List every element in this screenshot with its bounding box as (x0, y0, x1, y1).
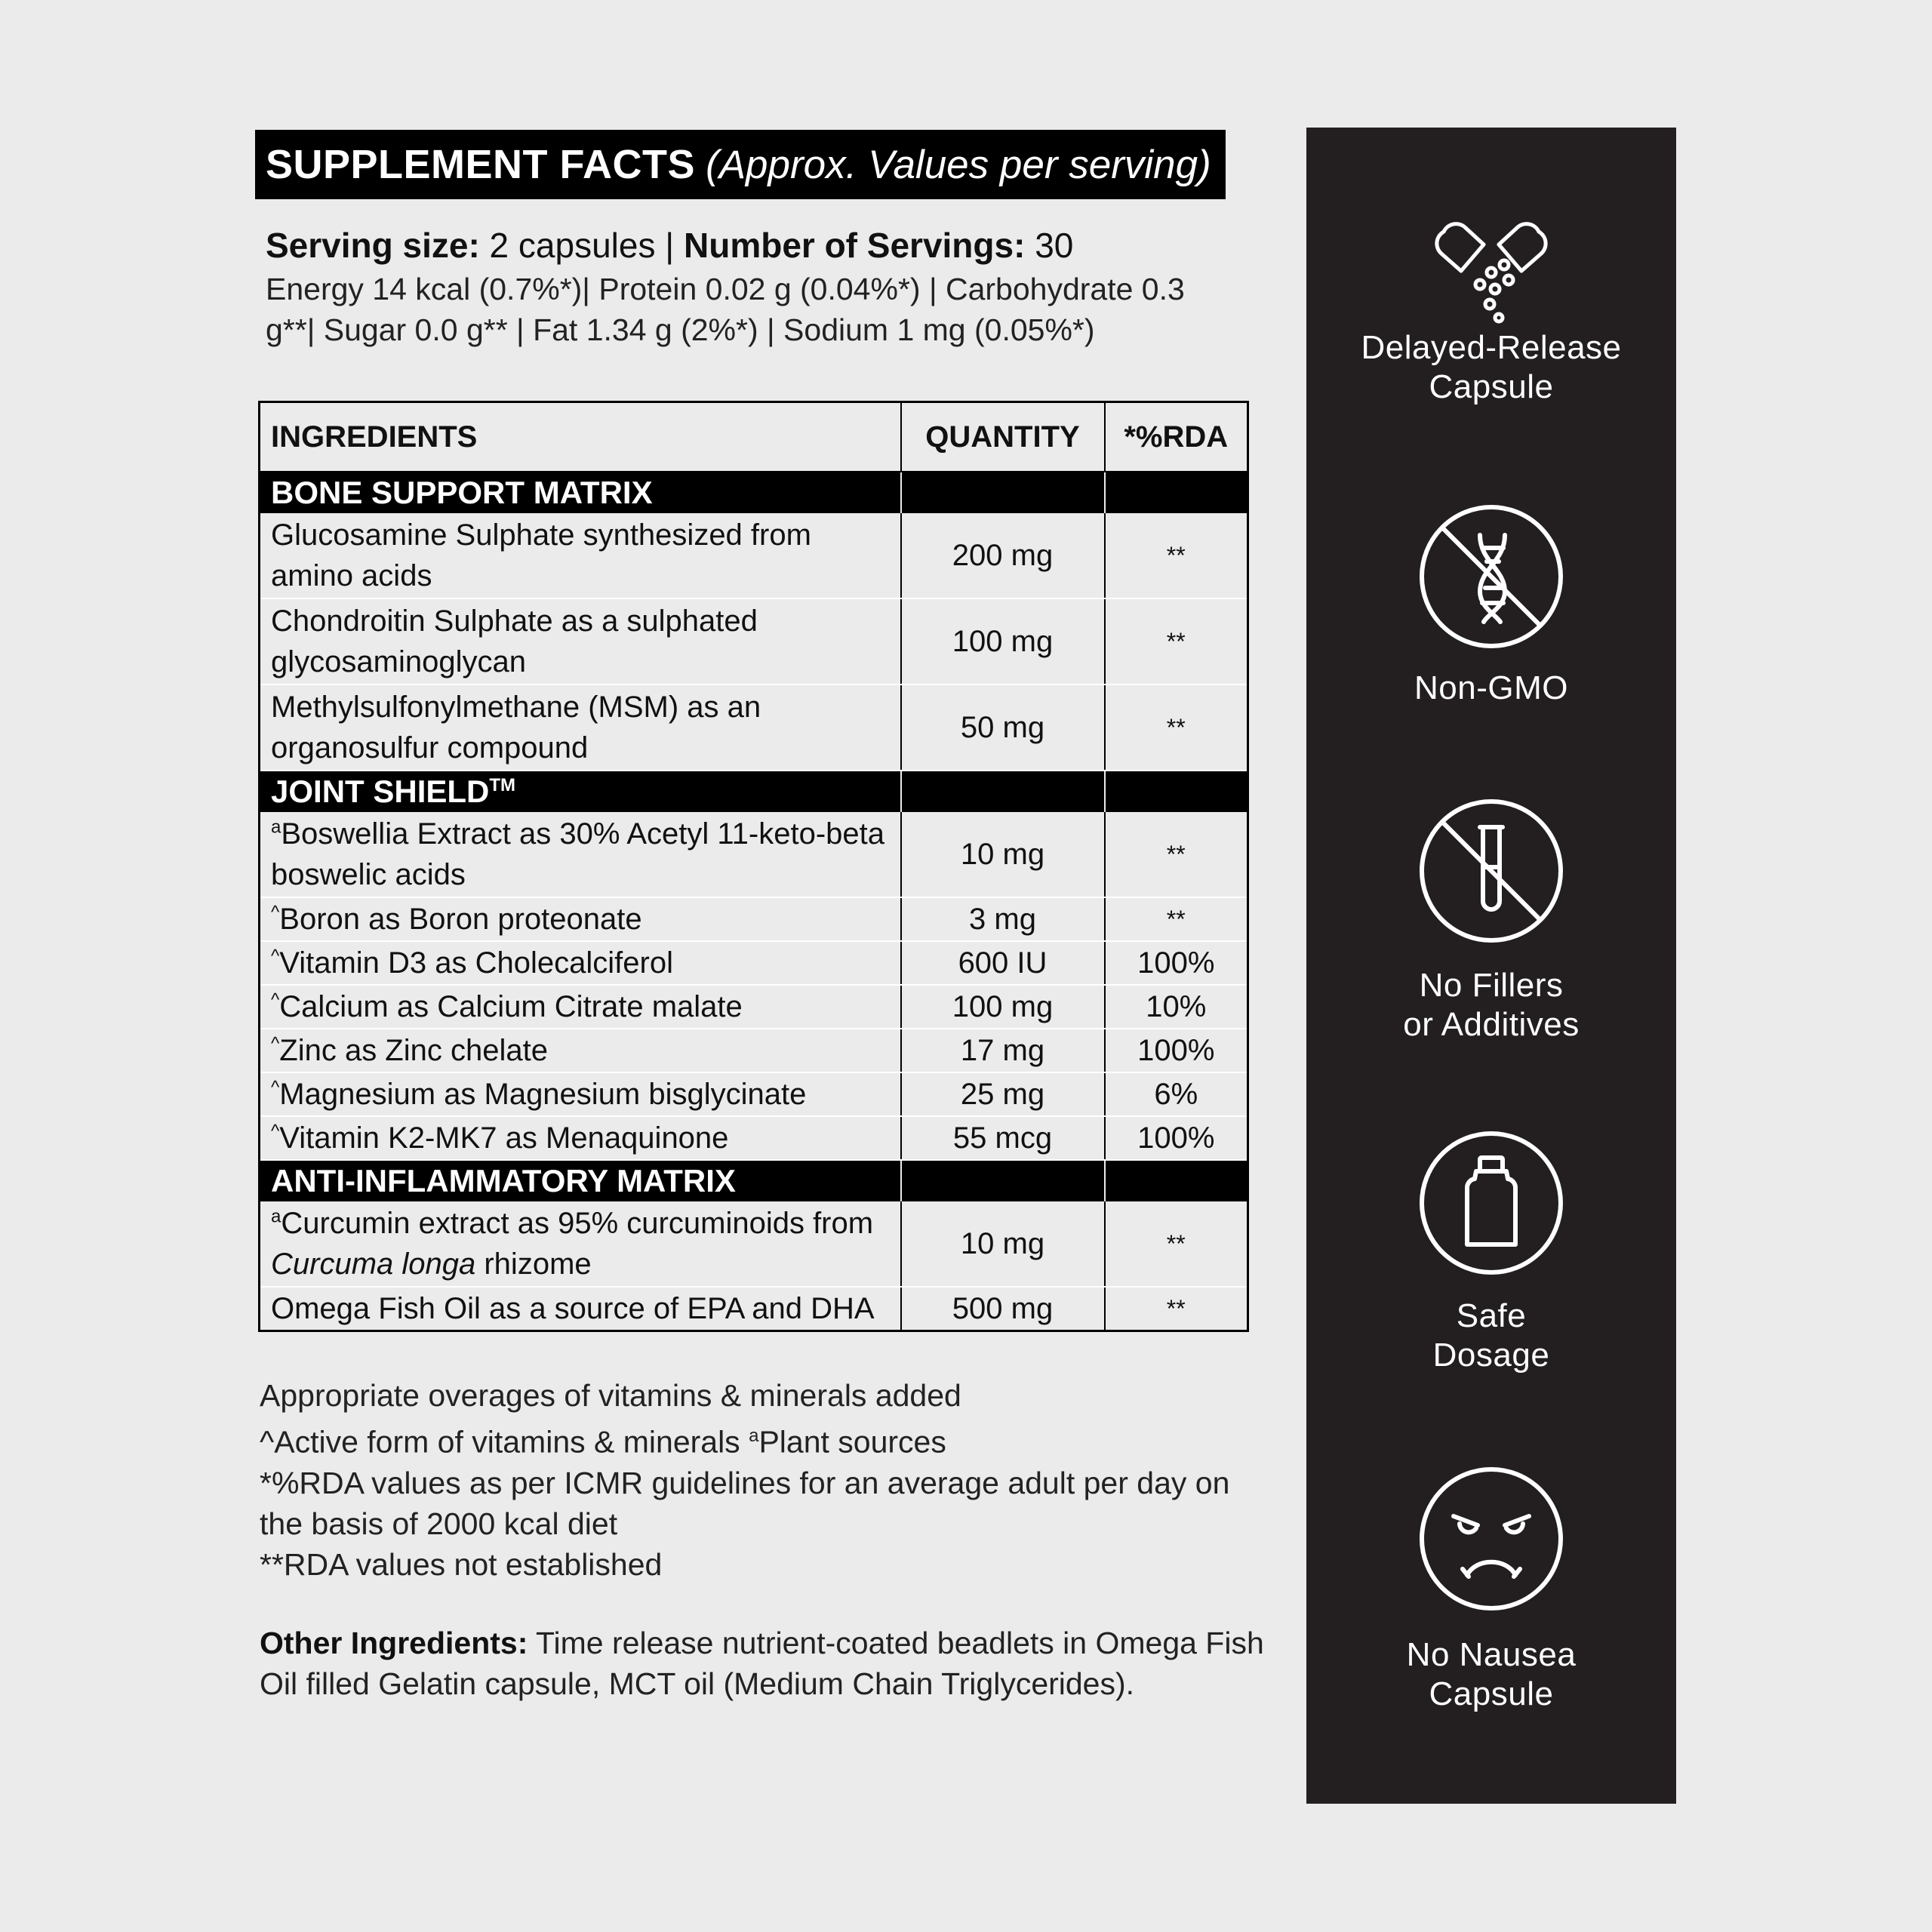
serving-size-value: 2 capsules | (479, 226, 684, 265)
table-row (260, 812, 1248, 897)
section-name: JOINT SHIELD™ (260, 771, 901, 812)
servings-count-label: Number of Servings: (684, 226, 1026, 265)
ingredient-name: $^a$Curcumin extract as 95% curcuminoids from Curcuma longa rhizome (260, 1201, 901, 1287)
title-italic: (Approx. Values per serving) (706, 142, 1211, 187)
table-row (260, 1201, 1248, 1287)
table-row (260, 1072, 1248, 1116)
section-row (260, 472, 1248, 513)
footnotes (260, 1375, 1271, 1585)
ingredient-rda: 100% (1105, 941, 1248, 985)
servings-count-value: 30 (1025, 226, 1074, 265)
badge-non-gmo (1306, 501, 1676, 708)
ingredient-rda: 10% (1105, 985, 1248, 1029)
table-row (260, 941, 1248, 985)
table-row (260, 513, 1248, 598)
footnote-rda-not-established: **RDA values not established (260, 1546, 663, 1582)
table-row (260, 1029, 1248, 1072)
bottle-icon (1416, 1128, 1567, 1278)
ingredient-name: ^Boron as Boron proteonate (260, 897, 901, 941)
nutrition-line: Energy 14 kcal (0.7%*)| Protein 0.02 g (0.04%*) | Carbohydrate 0.3 g**| Sugar 0.0 g** | Fat 1.34 g (2%*) | Sodium 1 mg (0.05%*) (266, 272, 1185, 347)
trademark-mark: TM (489, 775, 516, 795)
ingredient-name: Omega Fish Oil as a source of EPA and DHA (260, 1287, 901, 1331)
header-quantity: QUANTITY (901, 402, 1105, 472)
ingredient-name: Methylsulfonylmethane (MSM) as an organosulfur compound (260, 685, 901, 771)
features-panel (1306, 128, 1676, 1804)
footnote-overages: Appropriate overages of vitamins & minerals added (260, 1378, 961, 1413)
ingredient-quantity: 10 mg (901, 1201, 1105, 1287)
no-fillers-icon (1416, 795, 1567, 946)
footnote-marks: ^Active form of vitamins & minerals $^a$Plant sources (260, 1424, 946, 1460)
ingredient-quantity: 50 mg (901, 685, 1105, 771)
badge-safe-dosage (1306, 1128, 1676, 1375)
table-header-row (260, 402, 1248, 472)
badge-no-nausea (1306, 1463, 1676, 1714)
ingredient-rda: 100% (1105, 1029, 1248, 1072)
table-row (260, 1116, 1248, 1160)
table-row (260, 685, 1248, 771)
ingredient-name: ^Magnesium as Magnesium bisglycinate (260, 1072, 901, 1116)
ingredient-rda: ** (1105, 897, 1248, 941)
ingredient-rda: ** (1105, 513, 1248, 598)
ingredient-rda: ** (1105, 598, 1248, 685)
ingredient-quantity: 500 mg (901, 1287, 1105, 1331)
section-row (260, 771, 1248, 812)
ingredient-rda: ** (1105, 812, 1248, 897)
ingredient-name: Glucosamine Sulphate synthesized from amino acids (260, 513, 901, 598)
section-name: BONE SUPPORT MATRIX (260, 472, 901, 513)
ingredient-name: ^Vitamin K2-MK7 as Menaquinone (260, 1116, 901, 1160)
ingredient-name: ^Calcium as Calcium Citrate malate (260, 985, 901, 1029)
ingredient-quantity: 10 mg (901, 812, 1105, 897)
ingredient-quantity: 600 IU (901, 941, 1105, 985)
table-row (260, 985, 1248, 1029)
badge-delayed-release (1306, 211, 1676, 407)
ingredient-name: ^Zinc as Zinc chelate (260, 1029, 901, 1072)
table-row (260, 897, 1248, 941)
badge-label: Delayed-Release Capsule (1361, 329, 1622, 405)
capsule-release-icon (1420, 211, 1563, 324)
title-bold: SUPPLEMENT FACTS (266, 142, 696, 187)
no-nausea-icon (1416, 1463, 1567, 1614)
ingredient-name: $^a$Boswellia Extract as 30% Acetyl 11-keto-beta boswelic acids (260, 812, 901, 897)
header-rda: *%RDA (1105, 402, 1248, 472)
footnote-rda-basis: *%RDA values as per ICMR guidelines for an average adult per day on the basis of 2000 kcal diet (260, 1465, 1230, 1541)
ingredient-name: Chondroitin Sulphate as a sulphated glycosaminoglycan (260, 598, 901, 685)
non-gmo-icon (1416, 501, 1567, 652)
ingredient-quantity: 100 mg (901, 598, 1105, 685)
ingredient-quantity: 17 mg (901, 1029, 1105, 1072)
other-ingredients-text: Time release nutrient-coated beadlets in Omega Fish Oil filled Gelatin capsule, MCT oil (Medium Chain Triglycerides). (260, 1626, 1264, 1701)
section-name: ANTI-INFLAMMATORY MATRIX (260, 1160, 901, 1201)
table-row (260, 598, 1248, 685)
badge-label: No Nausea Capsule (1406, 1636, 1577, 1712)
badge-label: No Fillers or Additives (1403, 967, 1580, 1043)
ingredient-rda: ** (1105, 1201, 1248, 1287)
ingredient-rda: ** (1105, 685, 1248, 771)
serving-info (266, 223, 1239, 267)
ingredient-name: ^Vitamin D3 as Cholecalciferol (260, 941, 901, 985)
supplement-facts-title (255, 130, 1226, 199)
other-ingredients (260, 1623, 1271, 1704)
ingredients-table (258, 401, 1249, 1332)
ingredient-rda: ** (1105, 1287, 1248, 1331)
badge-label: Safe Dosage (1432, 1297, 1550, 1374)
ingredient-rda: 100% (1105, 1116, 1248, 1160)
ingredient-quantity: 200 mg (901, 513, 1105, 598)
ingredient-rda: 6% (1105, 1072, 1248, 1116)
ingredient-quantity: 3 mg (901, 897, 1105, 941)
ingredient-quantity: 100 mg (901, 985, 1105, 1029)
serving-size-label: Serving size: (266, 226, 480, 265)
ingredient-quantity: 25 mg (901, 1072, 1105, 1116)
header-ingredients: INGREDIENTS (260, 402, 901, 472)
section-row (260, 1160, 1248, 1201)
other-ingredients-label: Other Ingredients: (260, 1626, 528, 1660)
table-row (260, 1287, 1248, 1331)
badge-label: Non-GMO (1414, 669, 1568, 706)
ingredient-quantity: 55 mcg (901, 1116, 1105, 1160)
badge-no-fillers (1306, 795, 1676, 1044)
